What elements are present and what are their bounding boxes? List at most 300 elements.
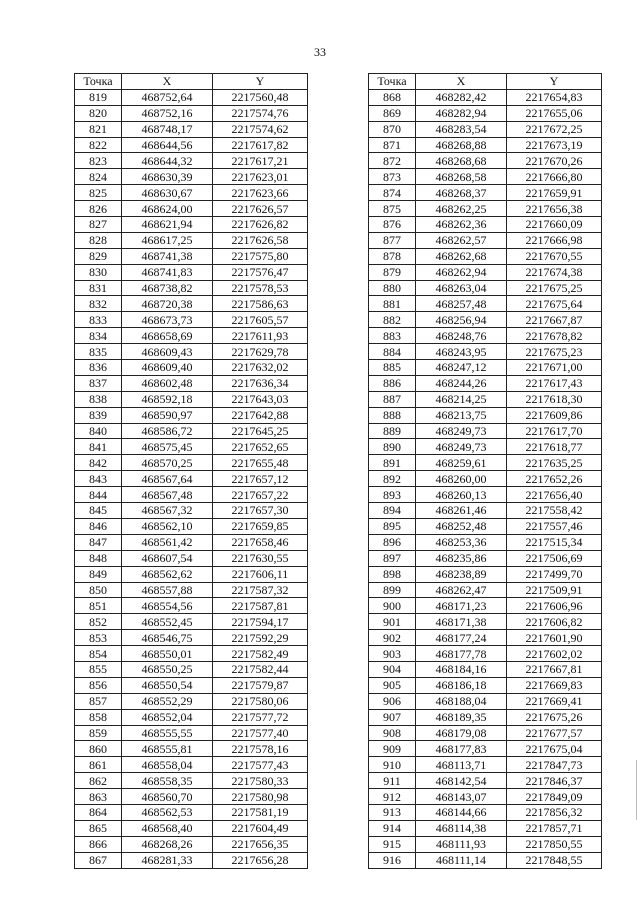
cell-y: 2217643,03	[213, 391, 308, 407]
cell-x: 468658,69	[122, 328, 213, 344]
cell-y: 2217587,81	[213, 598, 308, 614]
table-row	[369, 423, 602, 439]
cell-point: 887	[369, 391, 416, 407]
table-row	[369, 709, 602, 725]
cell-point: 873	[369, 169, 416, 185]
table-body-right	[369, 89, 602, 868]
cell-x: 468609,40	[122, 360, 213, 376]
table-row	[75, 789, 308, 805]
table-row	[369, 105, 602, 121]
cell-x: 468560,70	[122, 789, 213, 805]
cell-x: 468114,38	[416, 820, 507, 836]
cell-point: 848	[75, 550, 122, 566]
table-row	[369, 232, 602, 248]
cell-y: 2217630,55	[213, 550, 308, 566]
table-row	[369, 550, 602, 566]
cell-x: 468256,94	[416, 312, 507, 328]
table-row	[369, 217, 602, 233]
cell-y: 2217609,86	[507, 407, 602, 423]
cell-x: 468262,94	[416, 264, 507, 280]
cell-point: 874	[369, 185, 416, 201]
cell-y: 2217601,90	[507, 630, 602, 646]
cell-point: 836	[75, 360, 122, 376]
cell-y: 2217617,70	[507, 423, 602, 439]
cell-point: 837	[75, 375, 122, 391]
cell-x: 468567,48	[122, 487, 213, 503]
cell-y: 2217669,83	[507, 677, 602, 693]
table-row	[75, 471, 308, 487]
column-header-point: Точка	[369, 74, 416, 90]
table-row	[75, 201, 308, 217]
cell-y: 2217626,58	[213, 232, 308, 248]
cell-point: 901	[369, 614, 416, 630]
cell-x: 468630,67	[122, 185, 213, 201]
cell-point: 880	[369, 280, 416, 296]
cell-y: 2217657,30	[213, 503, 308, 519]
cell-point: 828	[75, 232, 122, 248]
table-row	[369, 804, 602, 820]
cell-x: 468262,68	[416, 248, 507, 264]
cell-point: 898	[369, 566, 416, 582]
cell-point: 849	[75, 566, 122, 582]
table-row	[75, 407, 308, 423]
cell-point: 894	[369, 503, 416, 519]
table-row	[75, 169, 308, 185]
cell-x: 468554,56	[122, 598, 213, 614]
cell-x: 468552,04	[122, 709, 213, 725]
cell-x: 468268,68	[416, 153, 507, 169]
table-row	[369, 757, 602, 773]
cell-x: 468558,04	[122, 757, 213, 773]
table-row	[369, 169, 602, 185]
cell-y: 2217632,02	[213, 360, 308, 376]
cell-x: 468111,14	[416, 852, 507, 868]
table-header-row	[75, 74, 308, 90]
cell-x: 468630,39	[122, 169, 213, 185]
cell-x: 468259,61	[416, 455, 507, 471]
cell-point: 890	[369, 439, 416, 455]
cell-point: 870	[369, 121, 416, 137]
cell-x: 468673,73	[122, 312, 213, 328]
cell-point: 819	[75, 89, 122, 105]
cell-y: 2217655,06	[507, 105, 602, 121]
table-row	[75, 89, 308, 105]
cell-x: 468262,36	[416, 217, 507, 233]
cell-y: 2217645,25	[213, 423, 308, 439]
cell-y: 2217671,00	[507, 360, 602, 376]
cell-x: 468171,23	[416, 598, 507, 614]
cell-y: 2217847,73	[507, 757, 602, 773]
cell-x: 468171,38	[416, 614, 507, 630]
cell-x: 468186,18	[416, 677, 507, 693]
cell-y: 2217675,04	[507, 741, 602, 757]
cell-x: 468741,38	[122, 248, 213, 264]
cell-point: 909	[369, 741, 416, 757]
cell-point: 821	[75, 121, 122, 137]
cell-point: 834	[75, 328, 122, 344]
table-row	[75, 455, 308, 471]
cell-x: 468752,16	[122, 105, 213, 121]
table-row	[369, 121, 602, 137]
cell-point: 897	[369, 550, 416, 566]
cell-point: 902	[369, 630, 416, 646]
table-row	[369, 487, 602, 503]
table-row	[75, 757, 308, 773]
cell-y: 2217849,09	[507, 789, 602, 805]
table-row	[369, 248, 602, 264]
cell-y: 2217656,40	[507, 487, 602, 503]
cell-point: 822	[75, 137, 122, 153]
cell-y: 2217557,46	[507, 518, 602, 534]
cell-point: 869	[369, 105, 416, 121]
cell-y: 2217582,49	[213, 646, 308, 662]
table-row	[75, 137, 308, 153]
table-row	[369, 264, 602, 280]
cell-x: 468177,83	[416, 741, 507, 757]
cell-x: 468243,95	[416, 344, 507, 360]
cell-point: 824	[75, 169, 122, 185]
table-row	[75, 804, 308, 820]
cell-y: 2217602,02	[507, 646, 602, 662]
cell-x: 468177,24	[416, 630, 507, 646]
cell-point: 850	[75, 582, 122, 598]
table-row	[75, 566, 308, 582]
cell-x: 468281,33	[122, 852, 213, 868]
table-row	[369, 137, 602, 153]
table-row	[369, 471, 602, 487]
cell-y: 2217606,82	[507, 614, 602, 630]
cell-y: 2217506,69	[507, 550, 602, 566]
table-row	[369, 677, 602, 693]
cell-y: 2217499,70	[507, 566, 602, 582]
table-row	[75, 773, 308, 789]
cell-point: 832	[75, 296, 122, 312]
cell-y: 2217582,44	[213, 661, 308, 677]
cell-x: 468252,48	[416, 518, 507, 534]
cell-x: 468249,73	[416, 439, 507, 455]
table-row	[75, 503, 308, 519]
table-row	[369, 360, 602, 376]
table-row	[369, 820, 602, 836]
cell-x: 468188,04	[416, 693, 507, 709]
cell-x: 468244,26	[416, 375, 507, 391]
cell-point: 861	[75, 757, 122, 773]
scan-edge-mark	[636, 760, 637, 820]
cell-y: 2217626,57	[213, 201, 308, 217]
cell-point: 830	[75, 264, 122, 280]
cell-y: 2217678,82	[507, 328, 602, 344]
cell-x: 468570,25	[122, 455, 213, 471]
cell-x: 468720,38	[122, 296, 213, 312]
cell-point: 865	[75, 820, 122, 836]
cell-x: 468617,25	[122, 232, 213, 248]
table-row	[369, 503, 602, 519]
cell-y: 2217652,65	[213, 439, 308, 455]
cell-y: 2217581,19	[213, 804, 308, 820]
column-header-y: Y	[213, 74, 308, 90]
table-row	[75, 487, 308, 503]
table-row	[75, 264, 308, 280]
cell-point: 886	[369, 375, 416, 391]
table-row	[75, 518, 308, 534]
cell-point: 912	[369, 789, 416, 805]
cell-x: 468282,42	[416, 89, 507, 105]
cell-y: 2217635,25	[507, 455, 602, 471]
table-row	[75, 550, 308, 566]
table-row	[369, 661, 602, 677]
cell-point: 885	[369, 360, 416, 376]
cell-x: 468260,13	[416, 487, 507, 503]
cell-point: 910	[369, 757, 416, 773]
cell-point: 827	[75, 217, 122, 233]
table-row	[369, 455, 602, 471]
cell-point: 900	[369, 598, 416, 614]
column-header-point: Точка	[75, 74, 122, 90]
cell-x: 468111,93	[416, 836, 507, 852]
page-number: 33	[314, 45, 326, 59]
table-row	[75, 105, 308, 121]
table-row	[369, 852, 602, 868]
cell-y: 2217672,25	[507, 121, 602, 137]
cell-y: 2217675,26	[507, 709, 602, 725]
cell-point: 884	[369, 344, 416, 360]
cell-y: 2217666,80	[507, 169, 602, 185]
table-row	[369, 280, 602, 296]
cell-point: 853	[75, 630, 122, 646]
table-row	[75, 725, 308, 741]
cell-x: 468189,35	[416, 709, 507, 725]
cell-point: 858	[75, 709, 122, 725]
cell-y: 2217670,55	[507, 248, 602, 264]
table-row	[75, 693, 308, 709]
cell-x: 468113,71	[416, 757, 507, 773]
cell-x: 468257,48	[416, 296, 507, 312]
cell-y: 2217560,48	[213, 89, 308, 105]
cell-point: 872	[369, 153, 416, 169]
cell-y: 2217575,80	[213, 248, 308, 264]
cell-point: 820	[75, 105, 122, 121]
table-row	[369, 439, 602, 455]
cell-point: 851	[75, 598, 122, 614]
cell-x: 468607,54	[122, 550, 213, 566]
table-row	[75, 614, 308, 630]
cell-x: 468282,94	[416, 105, 507, 121]
cell-point: 876	[369, 217, 416, 233]
table-row	[369, 836, 602, 852]
cell-x: 468575,45	[122, 439, 213, 455]
cell-point: 846	[75, 518, 122, 534]
cell-x: 468268,26	[122, 836, 213, 852]
cell-x: 468142,54	[416, 773, 507, 789]
table-row	[75, 248, 308, 264]
cell-y: 2217577,72	[213, 709, 308, 725]
cell-y: 2217617,43	[507, 375, 602, 391]
coordinates-table-right	[368, 73, 602, 869]
table-row	[369, 407, 602, 423]
cell-x: 468262,57	[416, 232, 507, 248]
cell-y: 2217623,01	[213, 169, 308, 185]
cell-point: 905	[369, 677, 416, 693]
cell-y: 2217657,12	[213, 471, 308, 487]
cell-x: 468602,48	[122, 375, 213, 391]
cell-point: 914	[369, 820, 416, 836]
cell-y: 2217670,26	[507, 153, 602, 169]
table-row	[75, 534, 308, 550]
table-row	[75, 423, 308, 439]
cell-x: 468268,37	[416, 185, 507, 201]
cell-x: 468177,78	[416, 646, 507, 662]
cell-point: 882	[369, 312, 416, 328]
cell-y: 2217655,48	[213, 455, 308, 471]
cell-point: 906	[369, 693, 416, 709]
table-row	[369, 582, 602, 598]
cell-point: 907	[369, 709, 416, 725]
cell-y: 2217578,53	[213, 280, 308, 296]
cell-y: 2217606,96	[507, 598, 602, 614]
table-row	[369, 598, 602, 614]
cell-x: 468644,56	[122, 137, 213, 153]
cell-y: 2217578,16	[213, 741, 308, 757]
table-row	[369, 328, 602, 344]
cell-y: 2217577,40	[213, 725, 308, 741]
cell-point: 855	[75, 661, 122, 677]
table-row	[75, 677, 308, 693]
table-row	[369, 153, 602, 169]
cell-x: 468592,18	[122, 391, 213, 407]
table-row	[75, 360, 308, 376]
table-row	[369, 566, 602, 582]
cell-x: 468609,43	[122, 344, 213, 360]
cell-x: 468261,46	[416, 503, 507, 519]
cell-x: 468562,10	[122, 518, 213, 534]
cell-x: 468260,00	[416, 471, 507, 487]
cell-y: 2217626,82	[213, 217, 308, 233]
cell-point: 877	[369, 232, 416, 248]
cell-x: 468263,04	[416, 280, 507, 296]
cell-point: 879	[369, 264, 416, 280]
cell-x: 468624,00	[122, 201, 213, 217]
cell-point: 829	[75, 248, 122, 264]
cell-point: 857	[75, 693, 122, 709]
cell-y: 2217617,21	[213, 153, 308, 169]
cell-point: 823	[75, 153, 122, 169]
cell-x: 468546,75	[122, 630, 213, 646]
cell-x: 468752,64	[122, 89, 213, 105]
cell-x: 468555,55	[122, 725, 213, 741]
cell-y: 2217594,17	[213, 614, 308, 630]
cell-x: 468262,47	[416, 582, 507, 598]
cell-x: 468143,07	[416, 789, 507, 805]
cell-point: 862	[75, 773, 122, 789]
cell-x: 468248,76	[416, 328, 507, 344]
table-row	[75, 375, 308, 391]
cell-x: 468268,58	[416, 169, 507, 185]
cell-point: 916	[369, 852, 416, 868]
cell-y: 2217579,87	[213, 677, 308, 693]
cell-point: 847	[75, 534, 122, 550]
table-row	[369, 534, 602, 550]
cell-point: 854	[75, 646, 122, 662]
cell-y: 2217642,88	[213, 407, 308, 423]
table-row	[369, 773, 602, 789]
cell-y: 2217675,25	[507, 280, 602, 296]
cell-x: 468268,88	[416, 137, 507, 153]
cell-x: 468555,81	[122, 741, 213, 757]
table-row	[75, 820, 308, 836]
table-row	[369, 89, 602, 105]
table-row	[75, 391, 308, 407]
cell-y: 2217617,82	[213, 137, 308, 153]
cell-y: 2217846,37	[507, 773, 602, 789]
cell-x: 468249,73	[416, 423, 507, 439]
cell-point: 859	[75, 725, 122, 741]
table-row	[75, 439, 308, 455]
cell-point: 868	[369, 89, 416, 105]
cell-point: 893	[369, 487, 416, 503]
cell-y: 2217623,66	[213, 185, 308, 201]
cell-y: 2217848,55	[507, 852, 602, 868]
cell-y: 2217629,78	[213, 344, 308, 360]
cell-y: 2217659,91	[507, 185, 602, 201]
table-row	[369, 741, 602, 757]
table-row	[369, 630, 602, 646]
cell-y: 2217656,35	[213, 836, 308, 852]
table-row	[75, 630, 308, 646]
cell-y: 2217656,28	[213, 852, 308, 868]
cell-x: 468550,25	[122, 661, 213, 677]
table-body-left	[75, 89, 308, 868]
cell-point: 826	[75, 201, 122, 217]
cell-point: 838	[75, 391, 122, 407]
cell-y: 2217576,47	[213, 264, 308, 280]
table-row	[369, 391, 602, 407]
table-row	[75, 232, 308, 248]
cell-y: 2217675,64	[507, 296, 602, 312]
cell-x: 468590,97	[122, 407, 213, 423]
cell-point: 845	[75, 503, 122, 519]
cell-point: 840	[75, 423, 122, 439]
cell-x: 468552,45	[122, 614, 213, 630]
cell-y: 2217580,06	[213, 693, 308, 709]
cell-y: 2217669,41	[507, 693, 602, 709]
table-row	[75, 328, 308, 344]
table-row	[75, 646, 308, 662]
cell-x: 468283,54	[416, 121, 507, 137]
table-row	[75, 709, 308, 725]
cell-y: 2217587,32	[213, 582, 308, 598]
cell-x: 468557,88	[122, 582, 213, 598]
cell-point: 903	[369, 646, 416, 662]
cell-point: 867	[75, 852, 122, 868]
cell-y: 2217574,76	[213, 105, 308, 121]
table-row	[369, 344, 602, 360]
cell-point: 892	[369, 471, 416, 487]
cell-y: 2217586,63	[213, 296, 308, 312]
cell-point: 863	[75, 789, 122, 805]
cell-x: 468558,35	[122, 773, 213, 789]
cell-y: 2217654,83	[507, 89, 602, 105]
cell-point: 843	[75, 471, 122, 487]
table-row	[75, 121, 308, 137]
cell-y: 2217677,57	[507, 725, 602, 741]
cell-x: 468253,36	[416, 534, 507, 550]
column-header-y: Y	[507, 74, 602, 90]
cell-x: 468262,25	[416, 201, 507, 217]
table-row	[75, 185, 308, 201]
table-row	[369, 789, 602, 805]
cell-x: 468238,89	[416, 566, 507, 582]
cell-x: 468144,66	[416, 804, 507, 820]
